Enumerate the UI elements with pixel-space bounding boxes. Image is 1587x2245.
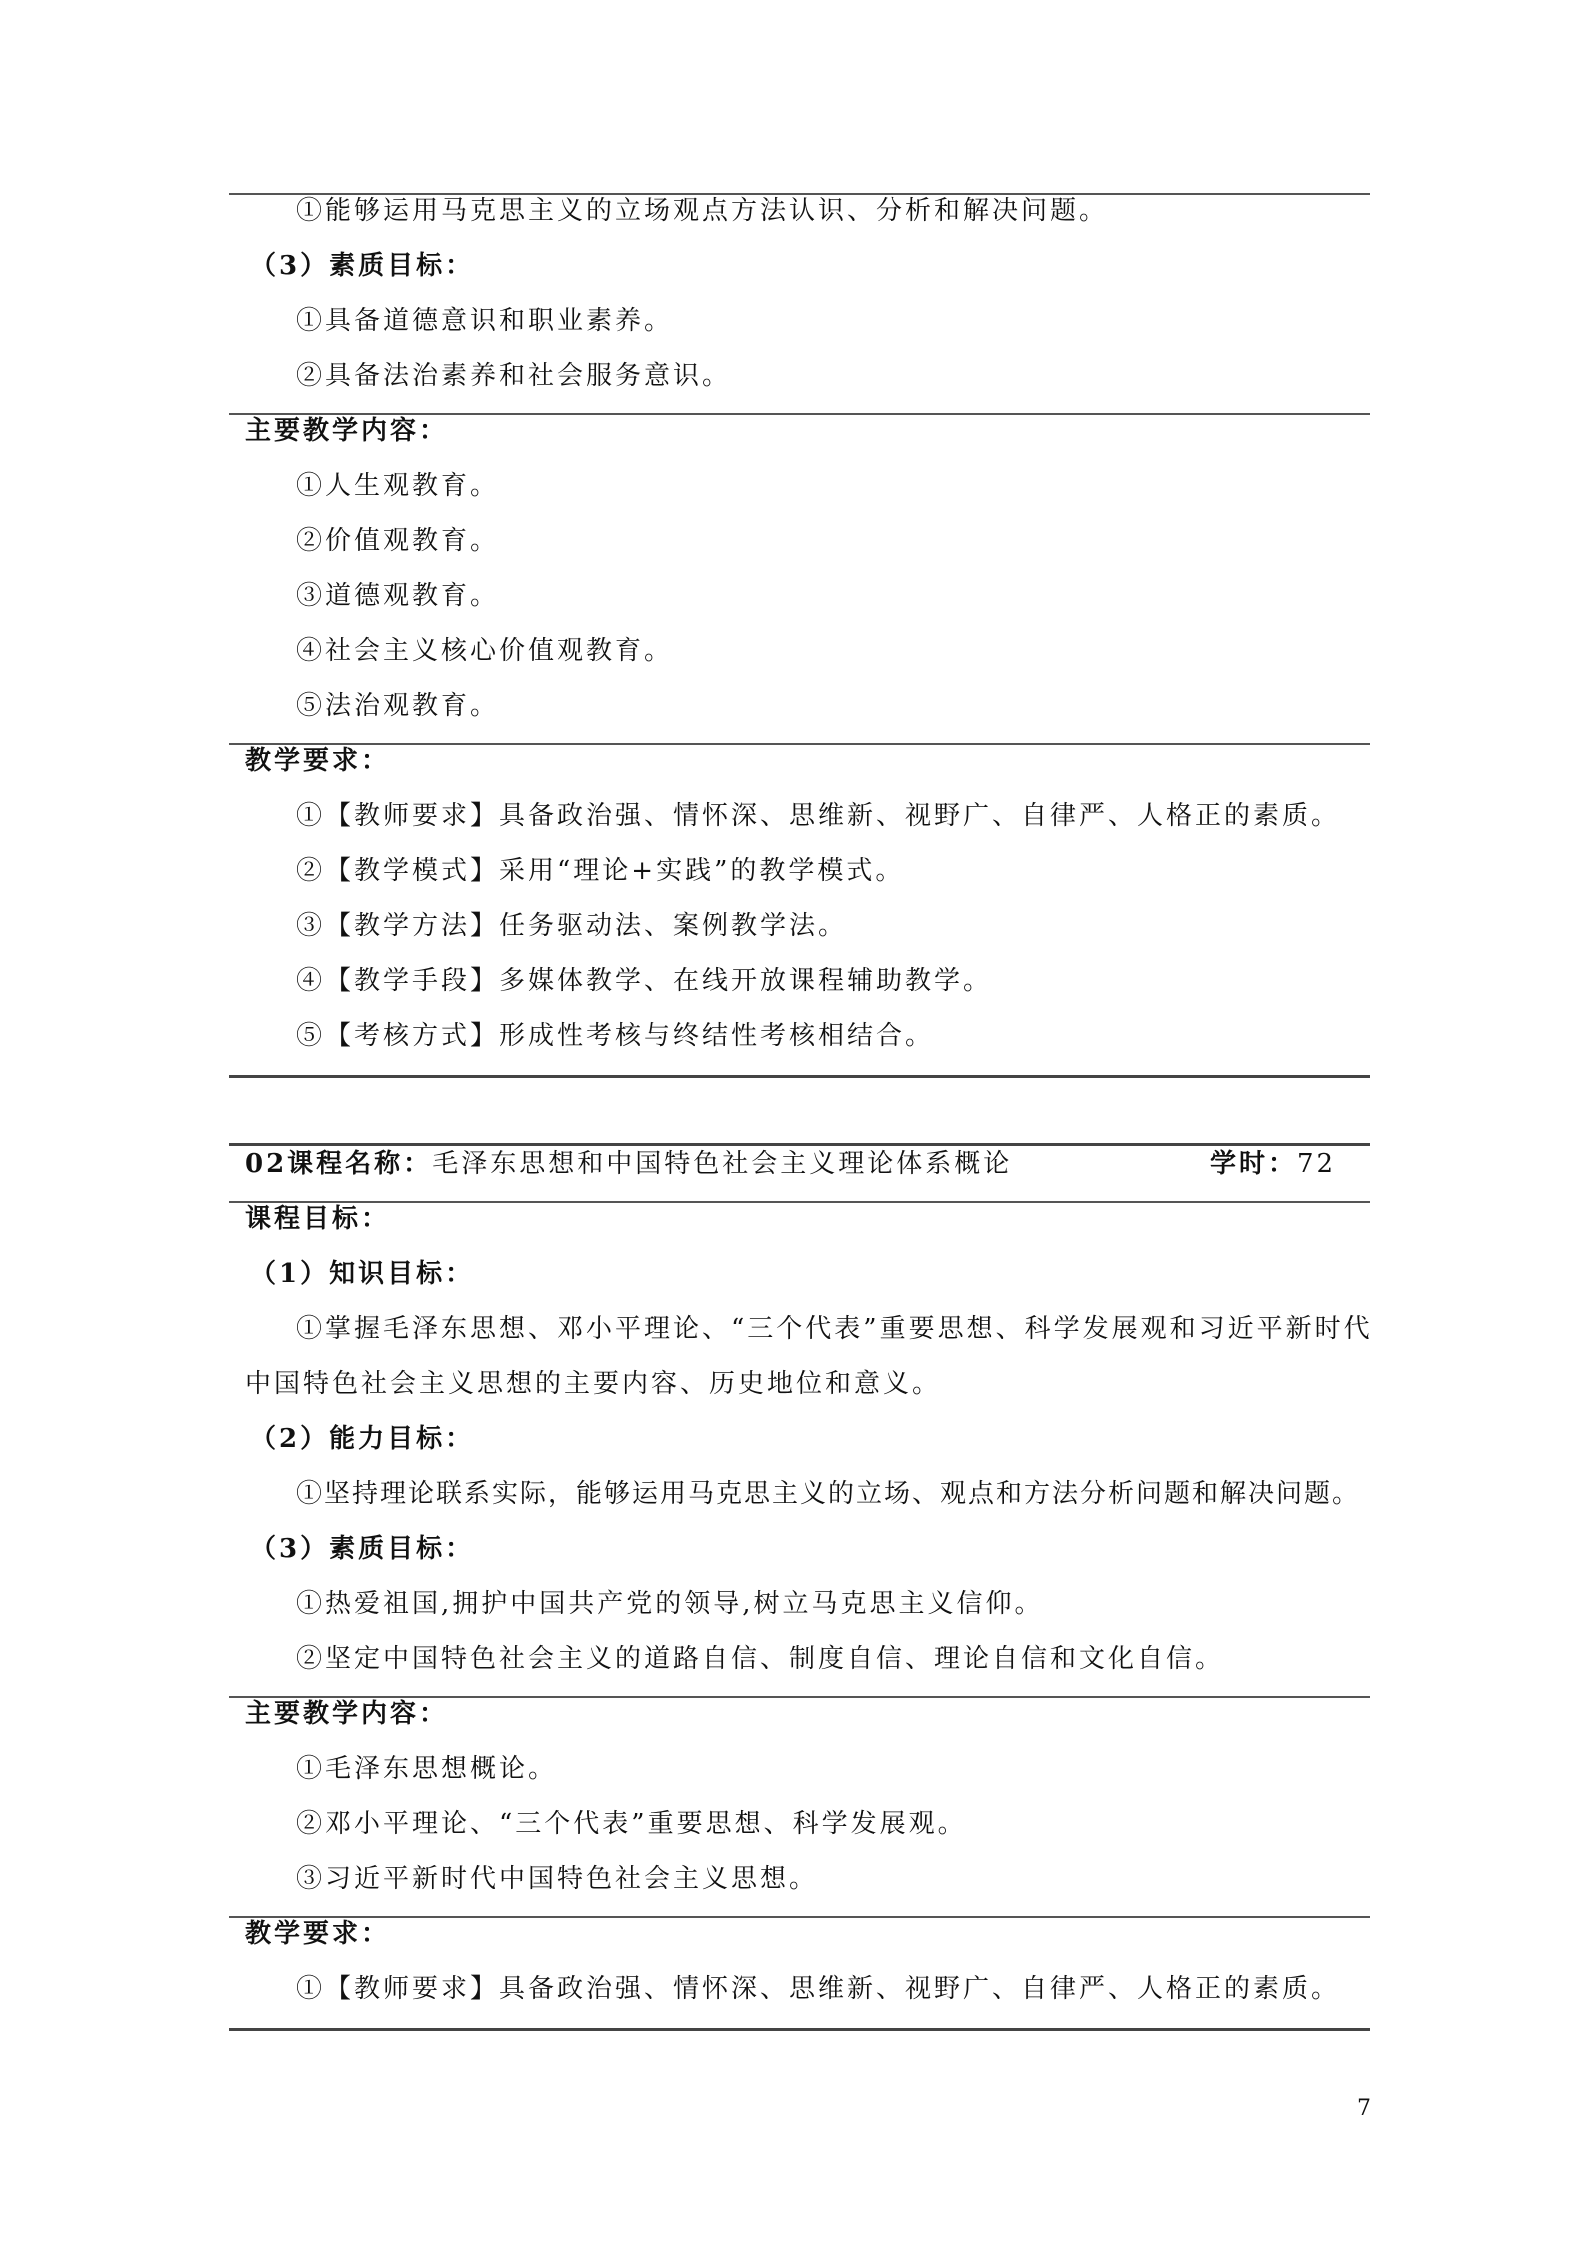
requirement-item: ①【教师要求】具备政治强、情怀深、思维新、视野广、自律严、人格正的素质。	[296, 1974, 1341, 2004]
hours-cell	[1210, 1146, 1336, 1182]
content-item: ②邓小平理论、“三个代表”重要思想、科学发展观。	[296, 1809, 967, 1839]
content-heading: 主要教学内容：	[245, 1699, 449, 1729]
content-heading: 主要教学内容：	[245, 416, 449, 446]
table-bottom-rule	[229, 2028, 1370, 2031]
knowledge-item: ①掌握毛泽东思想、邓小平理论、“三个代表”重要思想、科学发展观和习近平新时代	[296, 1314, 1373, 1344]
quality-item: ①热爱祖国,拥护中国共产党的领导,树立马克思主义信仰。	[296, 1589, 1044, 1619]
quality-item: ②坚定中国特色社会主义的道路自信、制度自信、理论自信和文化自信。	[296, 1644, 1225, 1674]
hours-label: 学时：	[1210, 1149, 1298, 1179]
requirement-item: ⑤【考核方式】形成性考核与终结性考核相结合。	[296, 1021, 935, 1051]
ability-heading: （2）能力目标：	[250, 1424, 475, 1454]
ability-item: ①坚持理论联系实际，能够运用马克思主义的立场、观点和方法分析问题和解决问题。	[296, 1479, 1361, 1509]
quality-item: ②具备法治素养和社会服务意识。	[296, 361, 732, 391]
goal-heading: 课程目标：	[245, 1204, 391, 1234]
requirements-heading: 教学要求：	[245, 1919, 391, 1949]
quality-item: ①具备道德意识和职业素养。	[296, 306, 674, 336]
hours-value: 72	[1297, 1149, 1337, 1179]
content-item: ④社会主义核心价值观教育。	[296, 636, 674, 666]
table-rule	[229, 1201, 1370, 1203]
content-item: ①毛泽东思想概论。	[296, 1754, 558, 1784]
page-number: 7	[1357, 2096, 1371, 2121]
table-rule	[229, 743, 1370, 745]
knowledge-heading: （1）知识目标：	[250, 1259, 475, 1289]
content-item: ②价值观教育。	[296, 526, 500, 556]
content-item: ⑤法治观教育。	[296, 691, 500, 721]
requirements-heading: 教学要求：	[245, 746, 391, 776]
requirement-item: ①【教师要求】具备政治强、情怀深、思维新、视野广、自律严、人格正的素质。	[296, 801, 1341, 831]
table-rule	[229, 1916, 1370, 1918]
quality-heading: （3）素质目标：	[250, 251, 475, 281]
table-bottom-rule	[229, 1075, 1370, 1078]
requirement-item: ③【教学方法】任务驱动法、案例教学法。	[296, 911, 848, 941]
requirement-item: ④【教学手段】多媒体教学、在线开放课程辅助教学。	[296, 966, 993, 996]
content-item: ③习近平新时代中国特色社会主义思想。	[296, 1864, 819, 1894]
course-title-row	[245, 1146, 1012, 1182]
ability-item: ①能够运用马克思主义的立场观点方法认识、分析和解决问题。	[296, 196, 1109, 226]
requirement-item: ②【教学模式】采用“理论+实践”的教学模式。	[296, 856, 905, 886]
knowledge-item-cont: 中国特色社会主义思想的主要内容、历史地位和意义。	[245, 1369, 942, 1399]
course-name: 毛泽东思想和中国特色社会主义理论体系概论	[432, 1149, 1013, 1179]
content-item: ①人生观教育。	[296, 471, 500, 501]
quality-heading: （3）素质目标：	[250, 1534, 475, 1564]
content-item: ③道德观教育。	[296, 581, 500, 611]
course-label: 02课程名称：	[245, 1149, 433, 1179]
